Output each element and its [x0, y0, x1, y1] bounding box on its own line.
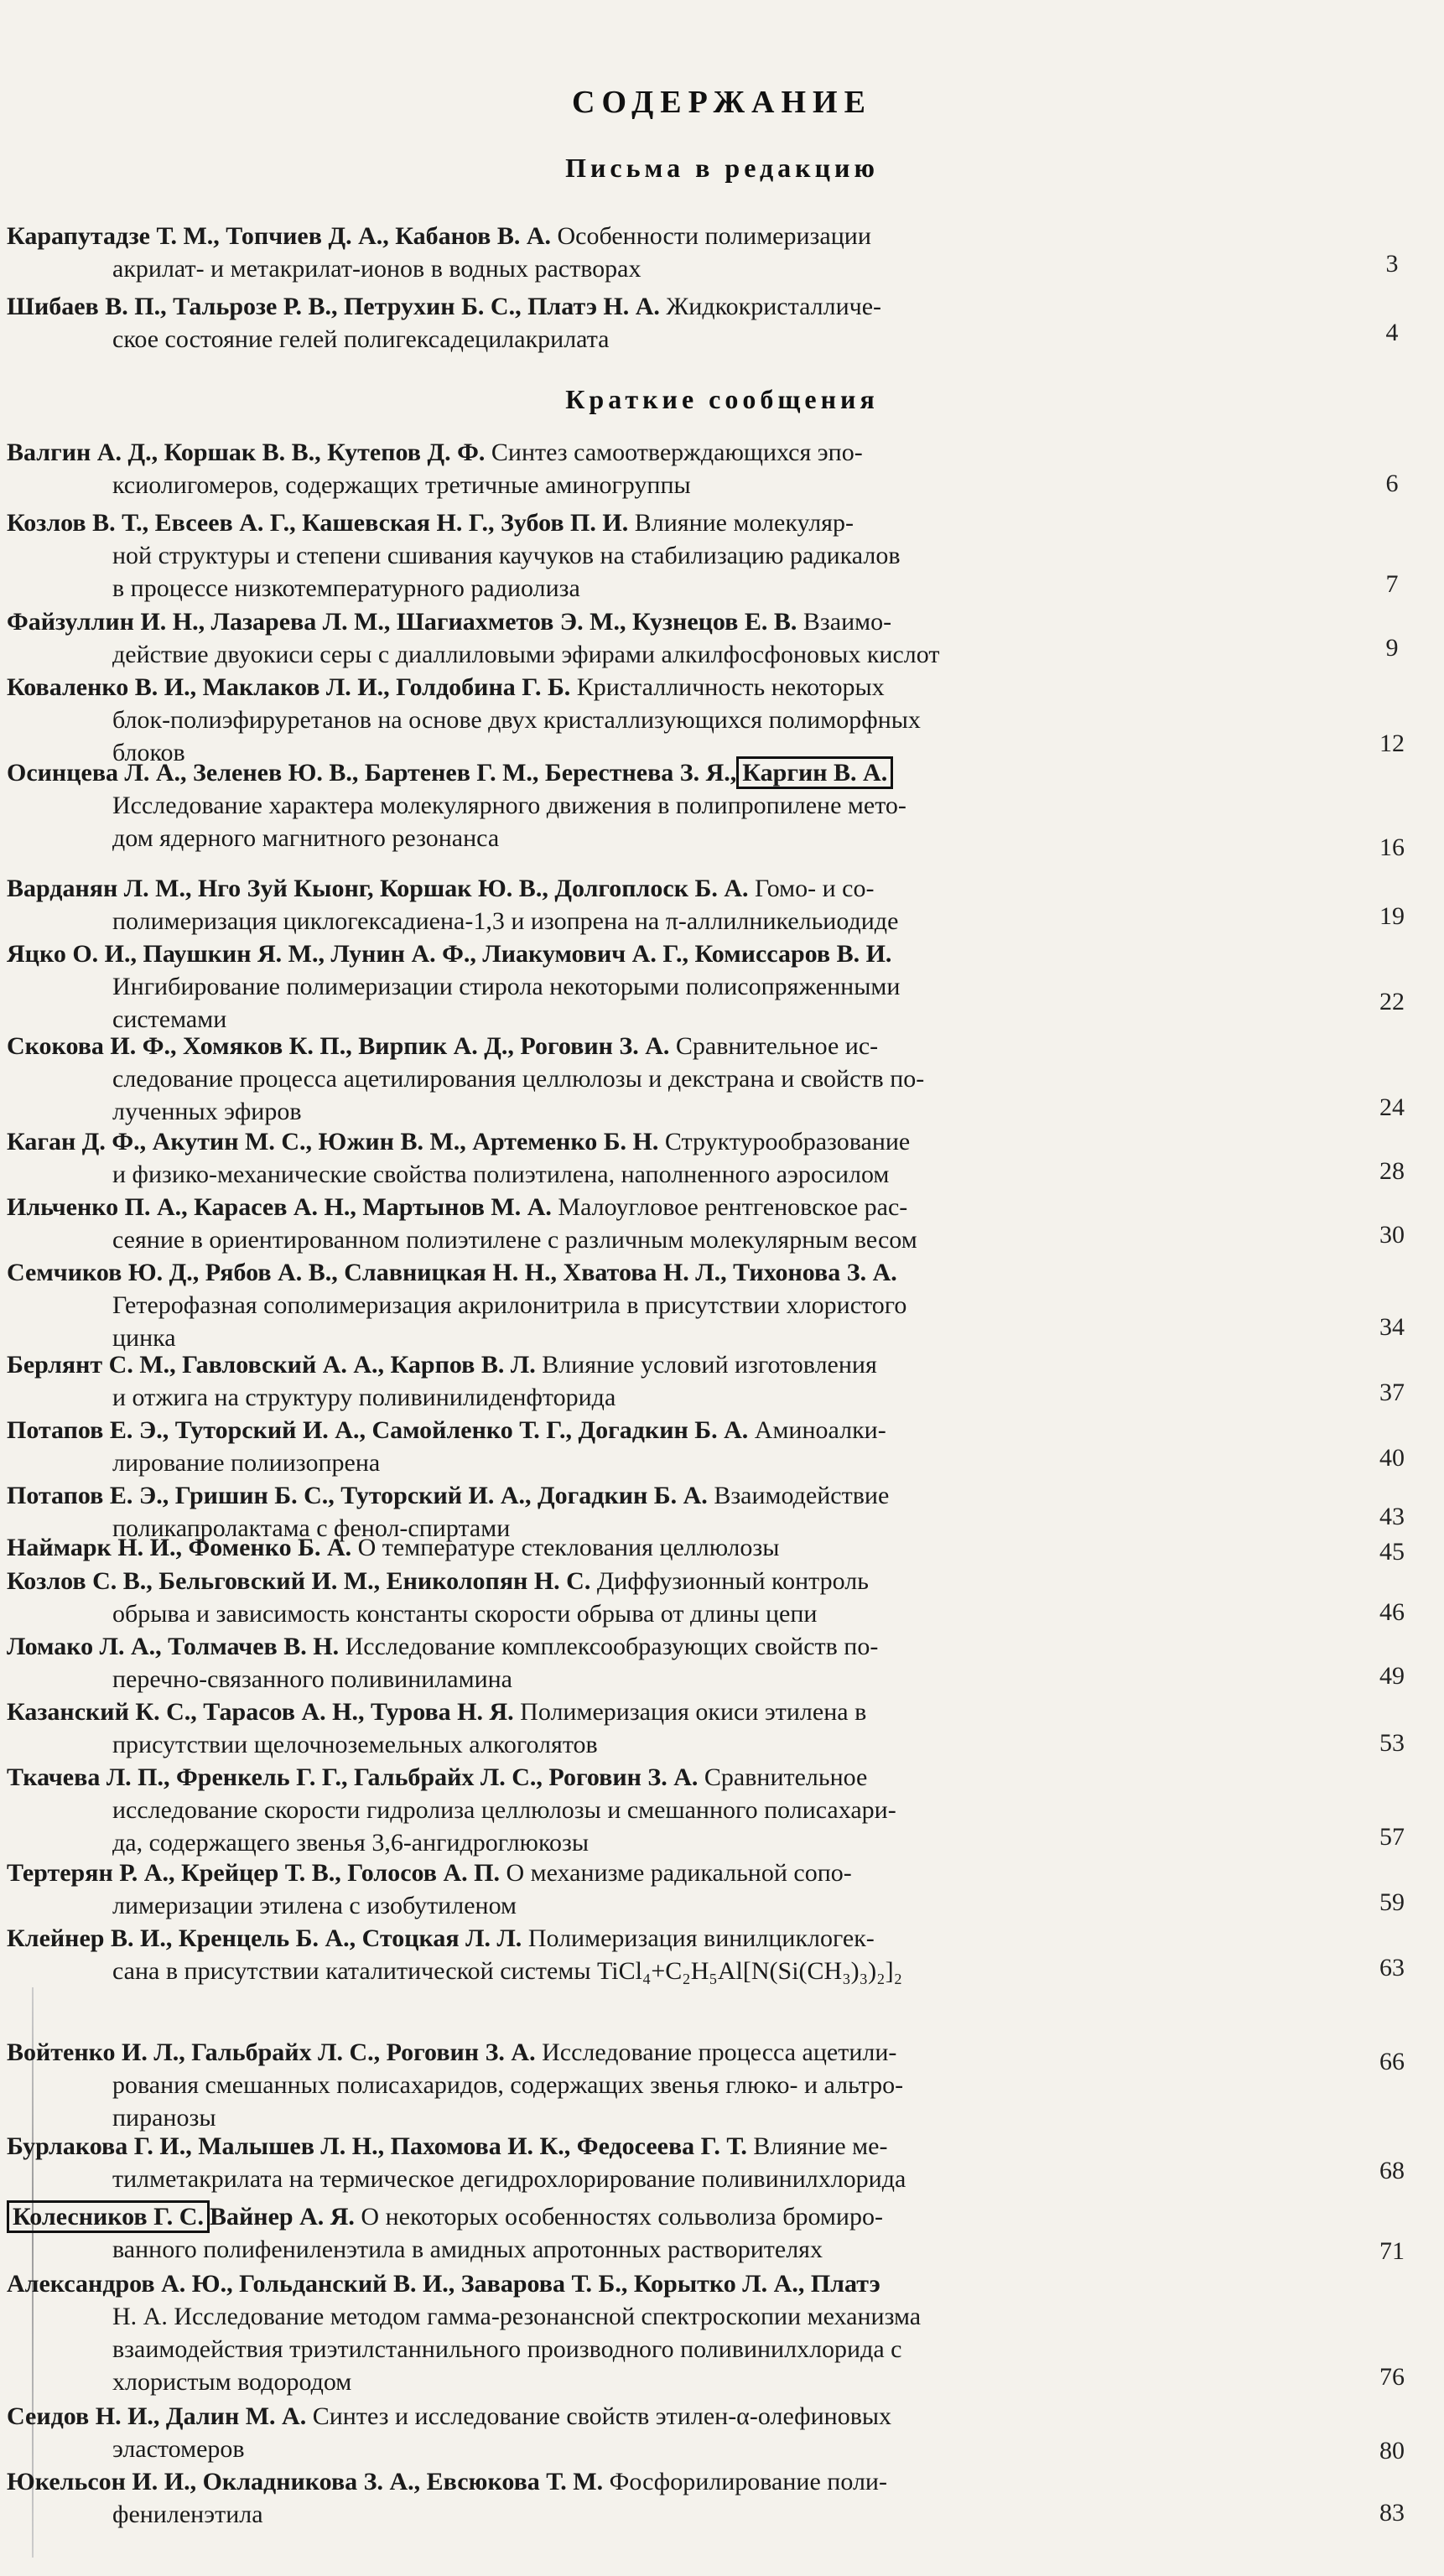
toc-title-text: Полимеризация винилциклогек-	[522, 1924, 875, 1952]
toc-page-number: 19	[1379, 902, 1405, 930]
toc-entry-line	[7, 1531, 1348, 1564]
toc-title-text: и отжига на структуру поливинилиденфторида	[112, 1384, 616, 1411]
toc-entry-line	[7, 2400, 1348, 2433]
toc-title-text: сеяние в ориентированном полиэтилене с различным молекулярным весом	[112, 1226, 917, 1254]
toc-title-text: сана в присутствии каталитической системы TiCl₄+C₂H₅Al[N(Si(CH₃)₃)₂]₂	[112, 1957, 903, 1985]
toc-entry	[7, 1696, 1348, 1761]
toc-title-text: тилметакрилата на термическое дегидрохлорирование поливинилхлорида	[112, 2165, 906, 2193]
toc-page-number: 7	[1385, 570, 1399, 598]
toc-title-text: обрыва и зависимость константы скорости обрыва от длины цепи	[112, 1600, 818, 1628]
toc-title-text: Взаимо-	[797, 608, 892, 636]
toc-title-text: пиранозы	[112, 2104, 216, 2132]
toc-page-number: 63	[1379, 1954, 1405, 1981]
toc-page-number: 9	[1385, 634, 1399, 662]
toc-entry-line	[7, 2036, 1348, 2069]
toc-authors: Клейнер В. И., Кренцель Б. А., Стоцкая Л. Л.	[7, 1924, 522, 1952]
toc-page-number: 57	[1379, 1823, 1405, 1851]
toc-entry-line	[7, 756, 1348, 789]
toc-authors: Козлов С. В., Бельговский И. М., Ениколопян Н. С.	[7, 1567, 591, 1595]
toc-entry-line	[7, 937, 1348, 970]
toc-entry	[7, 937, 1348, 1036]
toc-entry	[7, 605, 1348, 671]
toc-page-number: 40	[1379, 1444, 1405, 1472]
toc-title-text: Диффузионный контроль	[590, 1567, 869, 1595]
toc-entry-line	[7, 1630, 1348, 1663]
section-heading-letters: Письма в редакцию	[565, 153, 879, 183]
toc-page-number: 45	[1379, 1538, 1405, 1566]
toc-title-text: хлористым водородом	[112, 2368, 352, 2396]
toc-entry	[7, 2465, 1348, 2531]
toc-authors: Тертерян Р. А., Крейцер Т. В., Голосов А. П.	[7, 1859, 500, 1887]
toc-title-text: Исследование характера молекулярного движения в полипропилене мето-	[112, 792, 906, 819]
toc-title-text: полимеризация циклогексадиена-1,3 и изопрена на π-аллилникельиодиде	[112, 907, 899, 935]
toc-authors: Войтенко И. Л., Гальбрайх Л. С., Роговин З. А.	[7, 2038, 536, 2066]
toc-entry	[7, 1922, 1348, 1987]
toc-entry-line	[7, 1414, 1348, 1446]
toc-title-text: Жидкокристалличе-	[659, 293, 882, 320]
toc-title-text: О некоторых особенностях сольволиза бромиро-	[354, 2203, 883, 2231]
toc-entry	[7, 872, 1348, 937]
toc-entry	[7, 1348, 1348, 1414]
toc-authors: Осинцева Л. А., Зеленев Ю. В., Бартенев Г. М., Берестнева З. Я.,	[7, 759, 737, 787]
toc-authors: Каган Д. Ф., Акутин М. С., Южин В. М., Артеменко Б. Н.	[7, 1128, 659, 1156]
toc-title-text: Гомо- и со-	[748, 875, 875, 902]
toc-title-text: Сравнительное ис-	[669, 1032, 879, 1060]
toc-title-text: действие двуокиси серы с диаллиловыми эфирами алкилфосфоновых кислот	[112, 641, 940, 668]
toc-title-text: Влияние молекуляр-	[628, 509, 854, 537]
toc-page-number: 59	[1379, 1888, 1405, 1916]
toc-title-text: Ингибирование полимеризации стирола некоторыми полисопряженными	[112, 973, 901, 1000]
toc-entry-line	[7, 1030, 1348, 1062]
toc-page-number: 53	[1379, 1729, 1405, 1757]
toc-title-text: Исследование комплексообразующих свойств по-	[339, 1633, 879, 1660]
toc-entry	[7, 436, 1348, 501]
toc-entry-line	[7, 290, 1348, 323]
deceased-author-box: Каргин В. А.	[736, 756, 893, 789]
toc-authors: Коваленко В. И., Маклаков Л. И., Голдобина Г. Б.	[7, 673, 571, 701]
toc-page-number: 28	[1379, 1157, 1405, 1185]
toc-entry-line	[7, 671, 1348, 704]
toc-page-number: 6	[1385, 470, 1399, 497]
toc-authors: Наймарк Н. И., Фоменко Б. А.	[7, 1534, 352, 1561]
toc-entry	[7, 1191, 1348, 1256]
toc-page-number: 3	[1385, 250, 1399, 278]
toc-page-number: 46	[1379, 1598, 1405, 1626]
toc-entry-line	[7, 2200, 1348, 2233]
toc-authors: Скокова И. Ф., Хомяков К. П., Вирпик А. Д., Роговин З. А.	[7, 1032, 670, 1060]
toc-page-number: 4	[1385, 319, 1399, 346]
toc-entry	[7, 1531, 1348, 1564]
toc-authors: Яцко О. И., Паушкин Я. М., Лунин А. Ф., Лиакумович А. Г., Комиссаров В. И.	[7, 940, 892, 968]
toc-entry-line	[7, 1696, 1348, 1728]
toc-page-number: 24	[1379, 1093, 1405, 1121]
toc-title-text: в процессе низкотемпературного радиолиза	[112, 574, 580, 602]
toc-title-text: взаимодействия триэтилстаннильного производного поливинилхлорида с	[112, 2335, 902, 2363]
toc-title-text: О температуре стеклования целлюлозы	[351, 1534, 780, 1561]
toc-page-number: 22	[1379, 988, 1405, 1015]
toc-title-text: Кристалличность некоторых	[570, 673, 885, 701]
toc-title-text: ванного полифениленэтила в амидных апротонных растворителях	[112, 2236, 823, 2263]
toc-entry-line	[7, 1565, 1348, 1597]
toc-page-number: 66	[1379, 2048, 1405, 2075]
toc-title-text: Фосфорилирование поли-	[603, 2468, 887, 2496]
toc-title-text: Синтез самоотверждающихся эпо-	[485, 439, 863, 466]
toc-entry-line	[7, 1857, 1348, 1889]
toc-authors: Юкельсон И. И., Окладникова З. А., Евсюкова Т. М.	[7, 2468, 604, 2496]
toc-title-text: лирование полиизопрена	[112, 1449, 381, 1477]
toc-title-text: Исследование процесса ацетили-	[535, 2038, 897, 2066]
toc-entry	[7, 1256, 1348, 1354]
toc-title-text: присутствии щелочноземельных алкоголятов	[112, 1731, 598, 1758]
toc-entry	[7, 2400, 1348, 2465]
toc-authors: Сеидов Н. И., Далин М. А.	[7, 2402, 307, 2430]
toc-authors: Карапутадзе Т. М., Топчиев Д. А., Кабанов В. А.	[7, 222, 552, 250]
toc-title-text: Особенности полимеризации	[551, 222, 871, 250]
toc-title-text: фениленэтила	[112, 2501, 263, 2528]
toc-authors: Варданян Л. М., Нго Зуй Кыонг, Коршак Ю. В., Долгоплоск Б. А.	[7, 875, 749, 902]
toc-title-text: дом ядерного магнитного резонанса	[112, 824, 500, 852]
toc-page-number: 68	[1379, 2157, 1405, 2184]
toc-title-text: цинка	[112, 1324, 176, 1352]
toc-entry	[7, 671, 1348, 769]
toc-page-number: 34	[1379, 1313, 1405, 1341]
section-heading-short-reports: Краткие сообщения	[565, 384, 879, 414]
page-title: СОДЕРЖАНИЕ	[572, 85, 872, 120]
toc-entry-line	[7, 506, 1348, 539]
toc-entry	[7, 2200, 1348, 2266]
toc-entry	[7, 1030, 1348, 1128]
toc-authors: Вайнер А. Я.	[209, 2203, 355, 2231]
toc-authors: Бурлакова Г. И., Малышев Л. Н., Пахомова И. К., Федосеева Г. Т.	[7, 2132, 747, 2160]
toc-entry	[7, 1565, 1348, 1630]
toc-title-text: акрилат- и метакрилат-ионов в водных растворах	[112, 255, 641, 283]
toc-title-text: Сравнительное	[698, 1763, 868, 1791]
toc-authors: Шибаев В. П., Тальрозе Р. В., Петрухин Б. С., Платэ Н. А.	[7, 293, 660, 320]
toc-page-number: 12	[1379, 730, 1405, 757]
toc-entry-line	[7, 605, 1348, 638]
toc-title-text: исследование скорости гидролиза целлюлозы и смешанного полисахари-	[112, 1796, 896, 1824]
toc-entry	[7, 1630, 1348, 1696]
toc-entry	[7, 506, 1348, 605]
toc-title-text: Влияние ме-	[746, 2132, 888, 2160]
toc-title-text: Структурообразование	[658, 1128, 911, 1156]
toc-entry	[7, 1414, 1348, 1479]
toc-page-number: 80	[1379, 2437, 1405, 2464]
toc-entry-line	[7, 2267, 1348, 2300]
toc-authors: Александров А. Ю., Гольданский В. И., Заварова Т. Б., Корытко Л. А., Платэ	[7, 2270, 880, 2298]
toc-title-text: Взаимодействие	[707, 1482, 890, 1509]
toc-entry	[7, 2036, 1348, 2134]
toc-authors: Семчиков Ю. Д., Рябов А. В., Славницкая Н. Н., Хватова Н. Л., Тихонова З. А.	[7, 1259, 897, 1286]
toc-title-text: рования смешанных полисахаридов, содержащих звенья глюко- и альтро-	[112, 2071, 904, 2099]
toc-entry	[7, 1125, 1348, 1191]
toc-entry-line	[7, 1256, 1348, 1289]
toc-entry	[7, 1857, 1348, 1922]
toc-entry-line	[7, 1125, 1348, 1158]
deceased-author-box: Колесников Г. С.	[7, 2200, 210, 2233]
toc-title-text: Малоугловое рентгеновское рас-	[551, 1193, 908, 1221]
toc-entry-line	[7, 1479, 1348, 1512]
toc-authors: Козлов В. Т., Евсеев А. Г., Кашевская Н. Г., Зубов П. И.	[7, 509, 629, 537]
toc-title-text: Аминоалки-	[748, 1416, 886, 1444]
toc-title-text: да, содержащего звенья 3,6-ангидроглюкозы	[112, 1829, 590, 1857]
toc-page-number: 49	[1379, 1662, 1405, 1690]
toc-authors: Берлянт С. М., Гавловский А. А., Карпов В. Л.	[7, 1351, 536, 1379]
toc-entry	[7, 2130, 1348, 2195]
toc-title-text: Н. А. Исследование методом гамма-резонансной спектроскопии механизма	[112, 2303, 922, 2330]
toc-entry-line	[7, 1761, 1348, 1794]
toc-entry-line	[7, 436, 1348, 469]
toc-title-text: Полимеризация окиси этилена в	[513, 1698, 867, 1726]
toc-authors: Ильченко П. А., Карасев А. Н., Мартынов М. А.	[7, 1193, 552, 1221]
toc-page-number: 43	[1379, 1503, 1405, 1530]
toc-entry	[7, 1761, 1348, 1859]
toc-title-text: ское состояние гелей полигексадецилакрилата	[112, 325, 610, 353]
toc-authors: Файзуллин И. Н., Лазарева Л. М., Шагиахметов Э. М., Кузнецов Е. В.	[7, 608, 797, 636]
toc-title-text: перечно-связанного поливиниламина	[112, 1665, 512, 1693]
toc-title-text: и физико-механические свойства полиэтилена, наполненного аэросилом	[112, 1161, 890, 1188]
toc-authors: Ломако Л. А., Толмачев В. Н.	[7, 1633, 340, 1660]
toc-title-text: Гетерофазная сополимеризация акрилонитрила в присутствии хлористого	[112, 1291, 907, 1319]
toc-title-text: поликапролактама с фенол-спиртами	[112, 1514, 511, 1542]
toc-authors: Ткачева Л. П., Френкель Г. Г., Гальбрайх Л. С., Роговин З. А.	[7, 1763, 699, 1791]
toc-page-number: 37	[1379, 1379, 1405, 1406]
toc-entry	[7, 2267, 1348, 2398]
toc-title-text: лученных эфиров	[112, 1098, 302, 1125]
toc-page-number: 71	[1379, 2237, 1405, 2265]
toc-entry	[7, 290, 1348, 356]
toc-entry-line	[7, 2130, 1348, 2163]
toc-title-text: Влияние условий изготовления	[535, 1351, 877, 1379]
toc-title-text: О механизме радикальной сопо-	[499, 1859, 852, 1887]
toc-page-number: 30	[1379, 1221, 1405, 1249]
toc-page-number: 83	[1379, 2499, 1405, 2527]
toc-entry-line	[7, 1922, 1348, 1955]
toc-entry-line	[7, 220, 1348, 252]
toc-title-text: ной структуры и степени сшивания каучуков на стабилизацию радикалов	[112, 542, 901, 569]
toc-title-text: Синтез и исследование свойств этилен-α-олефиновых	[306, 2402, 892, 2430]
toc-authors: Казанский К. С., Тарасов А. Н., Турова Н. Я.	[7, 1698, 514, 1726]
toc-title-text: эластомеров	[112, 2435, 245, 2463]
toc-title-text: лимеризации этилена с изобутиленом	[112, 1892, 517, 1919]
toc-title-text: блоков	[112, 739, 185, 766]
toc-entry	[7, 220, 1348, 285]
toc-authors: Потапов Е. Э., Туторский И. А., Самойленко Т. Г., Догадкин Б. А.	[7, 1416, 749, 1444]
toc-title-text: системами	[112, 1005, 227, 1033]
toc-page-number: 76	[1379, 2363, 1405, 2391]
toc-title-text: блок-полиэфируретанов на основе двух кристаллизующихся полиморфных	[112, 706, 921, 734]
toc-page-number: 16	[1379, 834, 1405, 861]
toc-authors: Потапов Е. Э., Гришин Б. С., Туторский И. А., Догадкин Б. А.	[7, 1482, 708, 1509]
toc-authors: Валгин А. Д., Коршак В. В., Кутепов Д. Ф.	[7, 439, 486, 466]
toc-entry	[7, 756, 1348, 854]
toc-title-text: следование процесса ацетилирования целлюлозы и декстрана и свойств по-	[112, 1065, 925, 1093]
toc-entry-line	[7, 872, 1348, 905]
toc-title-text: ксиолигомеров, содержащих третичные аминогруппы	[112, 471, 691, 499]
toc-entry-line	[7, 2465, 1348, 2498]
toc-entry-line	[7, 1348, 1348, 1381]
toc-entry-line	[7, 1191, 1348, 1223]
